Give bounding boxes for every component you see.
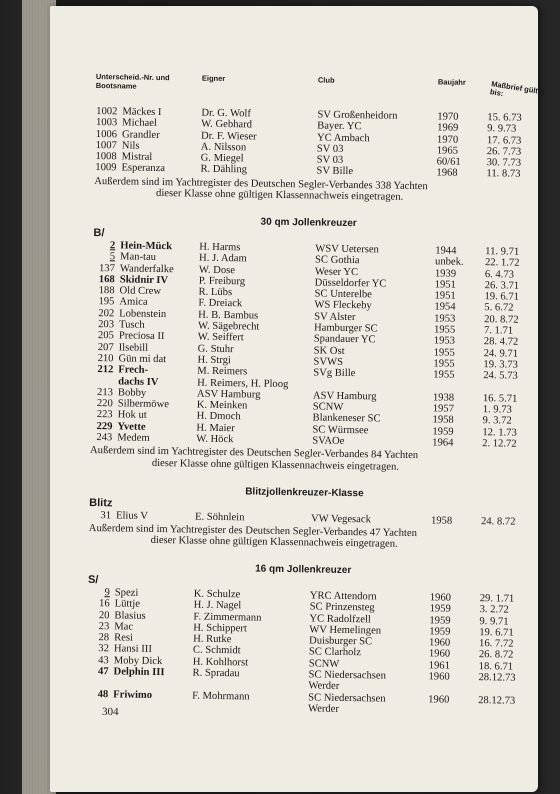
owner: M. Reimers [197,365,248,378]
boat-number: 48 [97,688,109,700]
build-year: 1965 [436,145,459,157]
boat-name: Amica [119,296,148,309]
certificate-date: 26. 7.73 [486,146,522,158]
club: SV 03 [316,143,344,155]
club: Weser YC [314,266,359,278]
owner: Dr. G. Wolf [201,107,252,120]
boat-name: dachs IV [118,375,159,388]
build-year: 1944 [435,245,457,257]
section-30qm-note-line2: dieser Klasse ohne gültigen Klassennachweis eingetragen. [151,457,400,473]
certificate-date: 24. 5.73 [483,370,518,382]
boat-number: 1002 [96,106,118,118]
certificate-date: 24. 9.71 [483,347,519,360]
boat-name: Hansi III [113,643,152,656]
certificate-date: 19. 6.71 [479,626,514,639]
build-year: 1960 [428,637,451,649]
page-number: 304 [101,705,119,719]
certificate-date: 9. 9.73 [487,123,517,135]
club: Düsseldorfer YC [314,277,387,290]
club: Hamburger SC [313,322,378,335]
owner: F. Mohrmann [192,690,250,703]
build-year: unbek. [434,256,464,269]
owner: E. Söhnlein [194,511,245,523]
owner: G. Miegel [200,152,244,165]
club: SC Prinzensteg [309,601,375,614]
owner: H. Maier [196,422,235,434]
boat-number: 2 [109,240,116,252]
boat-number: 16 [98,598,110,610]
boat-name: Man-tau [120,251,157,264]
owner: H. B. Bambus [198,309,259,322]
club: SC Niedersachsen [308,669,387,682]
build-year: 1960 [428,648,451,661]
certificate-date: 16. 7.72 [478,638,514,650]
boat-name: Esperanza [121,162,166,175]
build-year: 1968 [436,167,458,180]
club: Werder [308,680,340,693]
build-year: 1958 [432,414,454,427]
boat-name: Spezi [114,587,139,599]
header-club: Club [317,75,335,85]
certificate-date: 22. 1.72 [484,257,520,269]
owner: H. Strgi [197,354,231,367]
certificate-date: 11. 9.71 [485,246,520,258]
boat-number: 207 [97,341,114,353]
boat-number: 195 [98,296,115,308]
top-note [94,176,524,206]
boat-number: 168 [98,273,115,286]
club: VW Vegesack [310,512,372,525]
boat-name: Skidnir IV [119,274,169,287]
club: ASV Hamburg [312,390,377,403]
owner: ASV Hamburg [196,388,261,401]
section-30qm-title: 30 qm Jollenkreuzer [260,216,357,230]
club: WV Hemelingen [309,624,382,637]
owner: F. Zimmermann [193,611,262,624]
build-year: 1939 [434,267,457,280]
boat-name: Silbermöwe [117,398,170,411]
boat-number: 43 [98,654,109,667]
owner: W. Dose [198,264,236,276]
certificate-date: 28. 4.72 [483,336,519,349]
section-blitz-title: Blitzjollenkreuzer-Klasse [245,485,364,499]
section-30qm-label: B/ [93,226,105,240]
club: SC Clarholz [308,646,362,659]
certificate-date: 3. 2.72 [479,604,509,616]
build-year: 1969 [437,122,459,134]
owner: H. J. Adam [198,252,247,265]
certificate-date: 5. 6.72 [484,302,514,315]
build-year: 1957 [432,403,455,415]
club: SC Unterelbe [314,288,372,301]
club: SCNW [312,401,344,414]
owner: R. Dähling [200,164,248,176]
boat-name: Michael [122,117,157,130]
club: SV Alster [314,311,356,323]
owner: H. Kohlhorst [192,656,249,669]
boat-number: 220 [96,398,113,410]
section-blitz-note-line1: Außerdem sind im Yachtregister des Deutschen Segler-Verbandes 47 Yachten [88,522,418,539]
boat-number: 1008 [95,151,117,163]
build-year: 1951 [434,279,456,291]
section-blitz-note-line2: dieser Klasse ohne gültigen Klassennachweis eingetragen. [150,535,398,551]
boat-name: Moby Dick [113,655,163,667]
build-year: 1960 [428,693,450,706]
club: Blankeneser SC [312,412,381,425]
boat-name: Hein-Mück [120,240,173,253]
build-year: 1938 [432,392,455,404]
certificate-date: 24. 8.72 [480,515,516,528]
section-16qm-table [86,587,518,718]
certificate-date: 9. 9.71 [479,615,509,628]
boat-name: Hok ut [117,409,147,422]
boat-number: 1003 [95,117,118,129]
boat-name: Wanderfalke [119,262,174,275]
owner: W. Gebhard [201,118,253,131]
build-year: 1970 [437,111,459,123]
boat-name: Lüttje [114,598,141,611]
certificate-date: 2. 12.72 [482,438,517,450]
owner: C. Schmidt [192,645,241,657]
section-30qm-note-line1: Außerdem sind im Yachtregister des Deutschen Segler-Verbandes 84 Yachten [89,445,419,462]
boat-name: Gün mi dat [118,353,167,366]
header-year: Baujahr [437,77,466,87]
boat-number: 32 [98,643,110,655]
boat-number: 1007 [95,139,117,152]
boat-name: Elius V [115,509,149,522]
section-30qm-note [90,445,520,475]
club: SV Bille [316,165,354,178]
boat-name: Nils [121,140,140,152]
club: YRC Attendorn [309,590,377,603]
build-year: 1959 [429,626,451,638]
boat-number: 1009 [95,162,117,174]
build-year: 1953 [433,335,456,348]
boat-number: 9 [104,587,110,599]
boat-number: 5 [109,251,116,263]
certificate-date: 19. 6.71 [484,291,520,303]
certificate-date: 20. 8.72 [484,313,519,326]
boat-number: 47 [97,666,109,678]
certificate-date: 19. 3.73 [483,359,518,371]
owner: H. Dmoch [196,411,241,423]
certificate-date: 18. 6.71 [478,660,514,673]
boat-number: 205 [97,330,114,342]
boat-number: 20 [98,609,110,621]
top-note-line1: Außerdem sind im Yachtregister des Deutschen Segler-Verbandes 338 Yachten [94,175,428,193]
club: Duisburger SC [309,635,373,648]
build-year: 1959 [429,603,451,615]
owner: H. J. Nagel [193,599,242,612]
certificate-date: 29. 1.71 [479,593,515,605]
owner: H. Rutke [193,633,232,646]
owner: F. Dreiack [198,298,243,310]
boat-number: 213 [96,386,114,399]
boat-name: Yvette [117,421,146,433]
boat-name: Grandler [121,129,160,141]
boat-number: 223 [96,409,113,421]
boat-name: Old Crew [119,285,162,298]
boat-name: Blasius [114,609,146,622]
boat-number: 137 [98,262,116,274]
club: YC Ambach [316,132,370,144]
certificate-date: 11. 8.73 [486,168,521,181]
boat-name: Resi [114,632,134,644]
boat-name: Mac [114,621,134,633]
certificate-date: 17. 6.73 [486,134,522,147]
club: Spandauer YC [313,333,376,346]
club: SCNW [308,658,340,670]
certificate-date: 28.12.73 [478,672,516,684]
page-content [86,72,546,718]
owner: K. Schulze [193,588,241,601]
top-note-line2: dieser Klasse ohne gültigen Klassennachweis eingetragen. [156,188,404,204]
club: SV 03 [316,154,344,167]
certificate-date: 26. 8.72 [478,649,514,662]
club: SV Großenheidorn [317,109,398,122]
owner: W. Sägebrecht [197,320,260,333]
owner: H. Harms [199,241,241,254]
boat-name: Bobby [117,387,147,399]
boat-name: Frech- [118,364,149,377]
section-blitz-label: Blitz [89,496,113,509]
certificate-date: 15. 6.73 [487,112,522,124]
owner: R. Lübs [198,286,233,299]
section-30qm-table [90,240,523,450]
certificate-date: 1. 9.73 [482,404,512,416]
boat-number: 212 [97,364,114,376]
club: YC Radolfzell [309,612,372,625]
boat-number: 23 [98,620,110,633]
club: SC Niedersachsen [308,692,386,705]
build-year: 1959 [429,614,451,627]
owner: H. Reimers, H. Ploog [197,377,289,390]
build-year: 1958 [430,514,453,527]
certificate-date: 9. 3.72 [482,415,512,427]
boat-name: Mistral [121,151,153,164]
club: SC Würmsee [312,424,369,437]
owner: P. Freiburg [198,275,246,288]
club: WSV Uetersen [315,243,379,256]
build-year: 1964 [432,437,454,449]
boat-name: Lobenstein [119,308,167,320]
owner: K. Meinken [196,399,248,412]
build-year: 1955 [433,358,455,370]
header-owner: Eigner [201,73,226,84]
boat-number: 203 [98,319,115,331]
certificate-date: 26. 3.71 [484,279,520,292]
boat-number: 210 [97,352,114,365]
owner: A. Nilsson [200,141,247,154]
build-year: 1951 [434,290,456,302]
club: Bayer. YC [317,120,362,133]
certificate-date: 30. 7.73 [486,157,522,169]
build-year: 1955 [433,346,455,359]
club: SC Gothia [314,254,360,267]
boat-name: Preciosa II [118,330,165,343]
boat-number: 202 [98,307,115,320]
owner: H. Schippert [193,622,247,635]
header-number-name: Unterscheid.-Nr. und Bootsname [95,72,170,91]
build-year: 1954 [434,301,456,314]
top-table [94,106,525,181]
build-year: 1955 [433,324,456,336]
build-year: 1959 [432,426,454,438]
section-16qm-title: 16 qm Jollenkreuzer [255,563,352,577]
boat-number: 229 [96,420,113,433]
build-year: 1961 [428,660,450,672]
build-year: 1960 [429,592,452,604]
boat-name: Ilsebill [118,342,149,354]
owner: W. Höck [196,433,234,446]
certificate-date: 28.12.73 [478,694,516,707]
boat-name: Friwimo [113,689,153,701]
build-year: 60/61 [436,156,461,168]
build-year: 1953 [434,313,456,325]
certificate-date: 16. 5.71 [482,392,518,405]
boat-name: Mäckes I [122,106,162,119]
build-year: 1960 [428,671,450,683]
certificate-date: 6. 4.73 [484,268,515,281]
owner: Dr. F. Wieser [200,130,257,143]
boat-number: 1006 [95,128,118,140]
section-blitz-note [89,523,519,553]
section-16qm-label: S/ [87,573,99,587]
boat-number: 31 [100,509,112,521]
club: SVAOe [312,435,345,447]
owner: W. Seiffert [197,331,244,344]
build-year: 1970 [436,133,459,146]
header-certificate-valid: Maßbrief gültig bis: [489,79,546,99]
club: Werder [307,703,340,715]
boat-number: 188 [98,285,115,297]
club: WS Fleckeby [314,299,372,312]
boat-name: Tusch [118,319,145,331]
club: SK Ost [313,345,345,357]
owner: R. Spradau [192,667,240,680]
boat-number: 28 [98,632,110,644]
owner: G. Stuhr [197,343,234,355]
club: SVg Bille [313,367,356,380]
boat-number: 243 [96,432,113,444]
boat-name: Medem [117,432,150,444]
boat-name: Delphin III [113,666,165,679]
certificate-date: 12. 1.73 [482,426,517,439]
certificate-date: 7. 1.71 [483,325,514,337]
club: SVWS [313,356,343,368]
build-year: 1955 [433,369,455,381]
book-page [50,6,546,792]
